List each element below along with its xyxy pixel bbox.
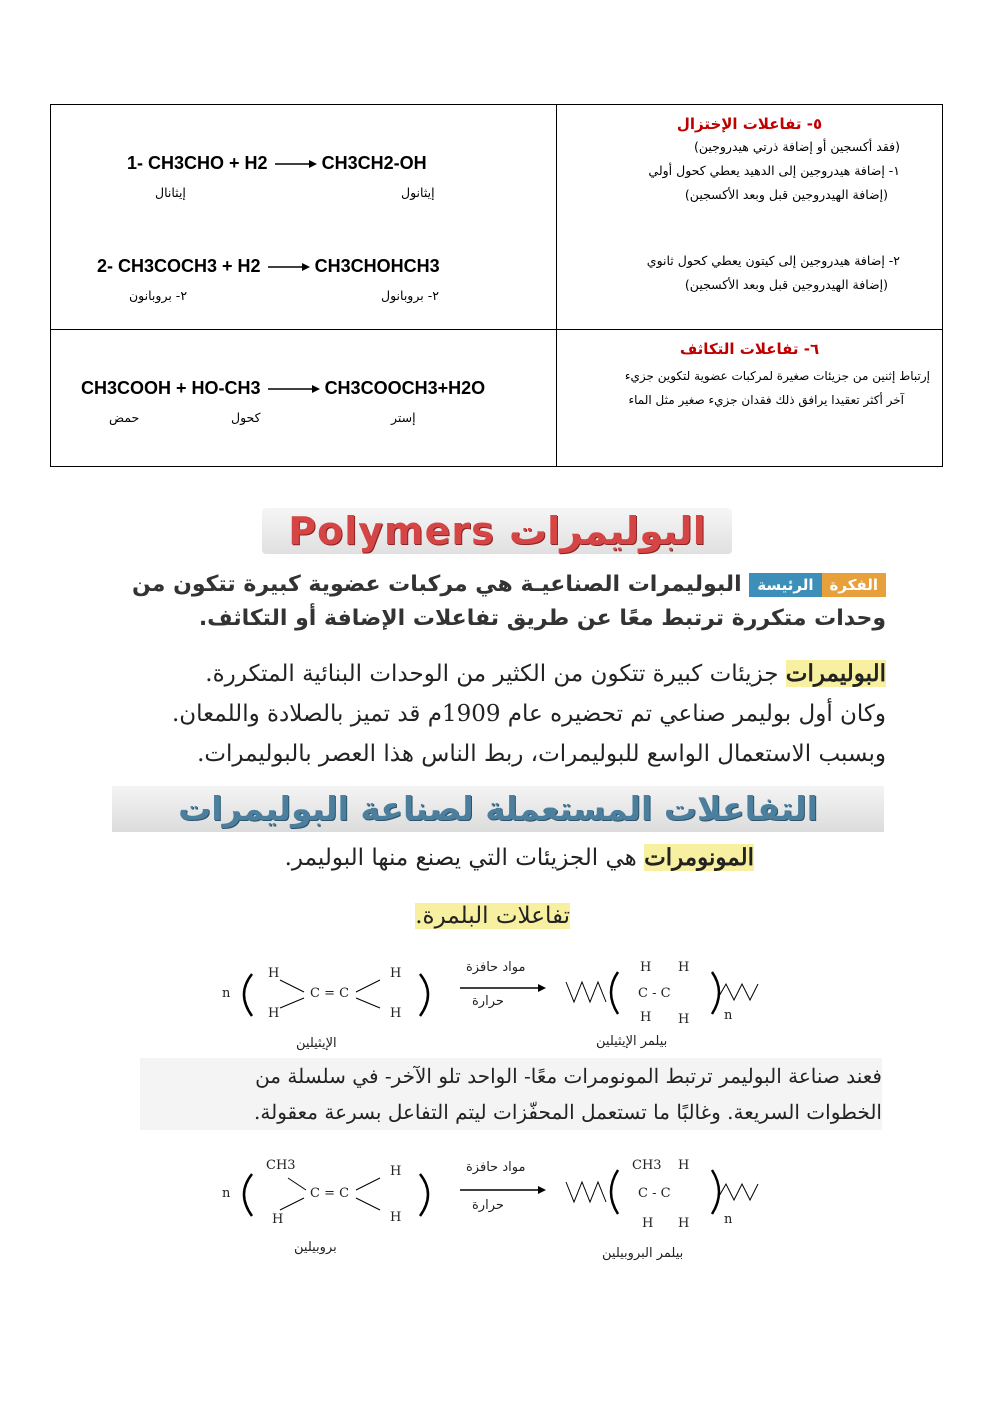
pe-h1: H [640, 960, 652, 975]
process-line-1: فعند صناعة البوليمر ترتبط المونومرات معًا- الواحد تلو الآخر- في سلسلة من [255, 1064, 882, 1088]
reactions-table [50, 104, 943, 467]
polymers-term: البوليمرات [785, 660, 886, 687]
eq1-product: CH3CH2-OH [321, 153, 427, 173]
eq2-arrow [266, 262, 310, 272]
main-idea-text-1: البوليمرات الصناعيـة هي مركبات عضوية كبيرة تتكون من [131, 572, 742, 597]
cond-arrow [266, 384, 320, 394]
idea-tag: الفكرة [822, 573, 886, 597]
propylene-reaction [222, 1156, 782, 1268]
heat-label-1: حرارة [472, 994, 504, 1009]
ethylene-h3: H [390, 966, 402, 981]
catalyst-label-1: مواد حافزة [466, 960, 526, 975]
definition-line-1: جزيئات كبيرة تتكون من الكثير من الوحدات البنائية المتكررة. [205, 661, 779, 687]
ethylene-h2: H [268, 1006, 280, 1021]
propylene-n: n [222, 1186, 231, 1201]
ethylene-h4: H [390, 1006, 402, 1021]
monomer-definition [230, 840, 754, 876]
monomer-def-text: هي الجزيئات التي يصنع منها البوليمر. [284, 845, 637, 871]
pp-h1: H [678, 1158, 690, 1173]
reduction-text-cell [557, 105, 943, 330]
reactions-banner: التفاعلات المستعملة لصناعة البوليمرات [112, 786, 884, 832]
label-ester: إستر [391, 410, 416, 425]
polymerization-label: تفاعلات البلمرة. [415, 903, 570, 929]
eq2-label-propanol: ٢- بروبانول [381, 288, 439, 303]
main-tag: الرئيسة [749, 573, 821, 597]
reduction-line-3: (إضافة الهيدروجين قبل وبعد الأكسجين) [684, 187, 888, 202]
pe-h4: H [678, 1012, 690, 1027]
pp-n: n [724, 1212, 733, 1227]
eq2-product: CH3CHOHCH3 [314, 256, 440, 276]
propylene-h3: H [390, 1210, 402, 1225]
reduction-heading: ٥- تفاعلات الإختزال [676, 115, 823, 133]
pe-cc: C - C [638, 986, 671, 1001]
pp-h3: H [678, 1216, 690, 1231]
pp-h2: H [642, 1216, 654, 1231]
pe-n: n [724, 1008, 733, 1023]
condensation-equation-cell [51, 330, 557, 467]
reduction-line-4: ٢- إضافة هيدروجين إلى كيتون يعطي كحول ثانوي [646, 253, 900, 268]
condensation-line-1: إرتباط إثنين من جزيئات صغيرة لمركبات عضوية لتكوين جزيء [624, 369, 930, 383]
ethylene-label: الإيثيلين [296, 1036, 337, 1051]
label-alcohol: كحول [231, 410, 261, 425]
condensation-line-2: آخر أكثر تعقيدا يرافق ذلك فقدان جزيء صغير مثل الماء [628, 393, 904, 407]
cond-reactants: CH3COOH + HO-CH3 [81, 378, 261, 398]
main-idea-line-1 [108, 568, 886, 602]
eq1-label-ethanol: إيثانول [401, 185, 435, 200]
eq1-arrow [273, 159, 317, 169]
polymerization-heading [415, 900, 570, 932]
heat-label-2: حرارة [472, 1198, 504, 1213]
propylene-label: بروبيلين [294, 1240, 337, 1255]
ethylene-reaction [222, 958, 782, 1054]
main-idea [108, 568, 886, 640]
polyethylene-label: بيلمر الإيثيلين [596, 1034, 668, 1049]
process-paragraph [140, 1058, 882, 1130]
propylene-cc: C = C [310, 1186, 350, 1201]
pp-cc: C - C [638, 1186, 671, 1201]
label-acid: حمض [109, 410, 140, 425]
process-line-2: الخطوات السريعة. وغالبًا ما تستعمل المحفّزات ليتم التفاعل بسرعة معقولة. [254, 1100, 882, 1124]
cond-products: CH3COOCH3+H2O [324, 378, 486, 398]
catalyst-label-2: مواد حافزة [466, 1160, 526, 1175]
eq2-label-propanone: ٢- بروبانون [129, 288, 188, 303]
reduction-equations-cell [51, 105, 557, 330]
ethylene-n: n [222, 986, 231, 1001]
condensation-text-cell [557, 330, 943, 467]
polypropylene-label: بيلمر البروبيلين [602, 1246, 684, 1261]
propylene-h1: H [272, 1212, 284, 1227]
polymers-title [262, 508, 732, 554]
pp-ch3: CH3 [632, 1158, 662, 1173]
ethylene-h1: H [268, 966, 280, 981]
reduction-line-5: (إضافة الهيدروجين قبل وبعد الأكسجين) [684, 277, 888, 292]
reduction-line-2: ١- إضافة هيدروجين إلى الدهيد يعطي كحول أولي [648, 163, 900, 178]
polymers-title-ar: البوليمرات [508, 509, 706, 553]
propylene-h2: H [390, 1164, 402, 1179]
definition-line-3: وبسبب الاستعمال الواسع للبوليمرات، ربط الناس هذا العصر بالبوليمرات. [197, 741, 886, 767]
definition-line-2: وكان أول بوليمر صناعي تم تحضيره عام 1909م قد تميز بالصلادة واللمعان. [171, 701, 886, 727]
eq2-reactants: 2- CH3COCH3 + H2 [97, 256, 261, 276]
pe-h2: H [678, 960, 690, 975]
propylene-ch3: CH3 [266, 1158, 296, 1173]
monomers-term: المونومرات [644, 844, 754, 871]
polymers-title-en: Polymers [288, 509, 495, 553]
ethylene-cc: C = C [310, 986, 350, 1001]
reduction-line-1: (فقد أكسجين أو إضافة ذرتي هيدروجين) [693, 139, 900, 154]
polymer-definition [110, 654, 886, 774]
eq1-reactants: 1- CH3CHO + H2 [127, 153, 268, 173]
condensation-heading: ٦- تفاعلات التكاثف [679, 340, 820, 358]
pe-h3: H [640, 1010, 652, 1025]
main-idea-line-2: وحدات متكررة ترتبط معًا عن طريق تفاعلات الإضافة أو التكاثف. [198, 606, 886, 631]
eq1-label-ethanal: إيثانال [155, 185, 186, 200]
